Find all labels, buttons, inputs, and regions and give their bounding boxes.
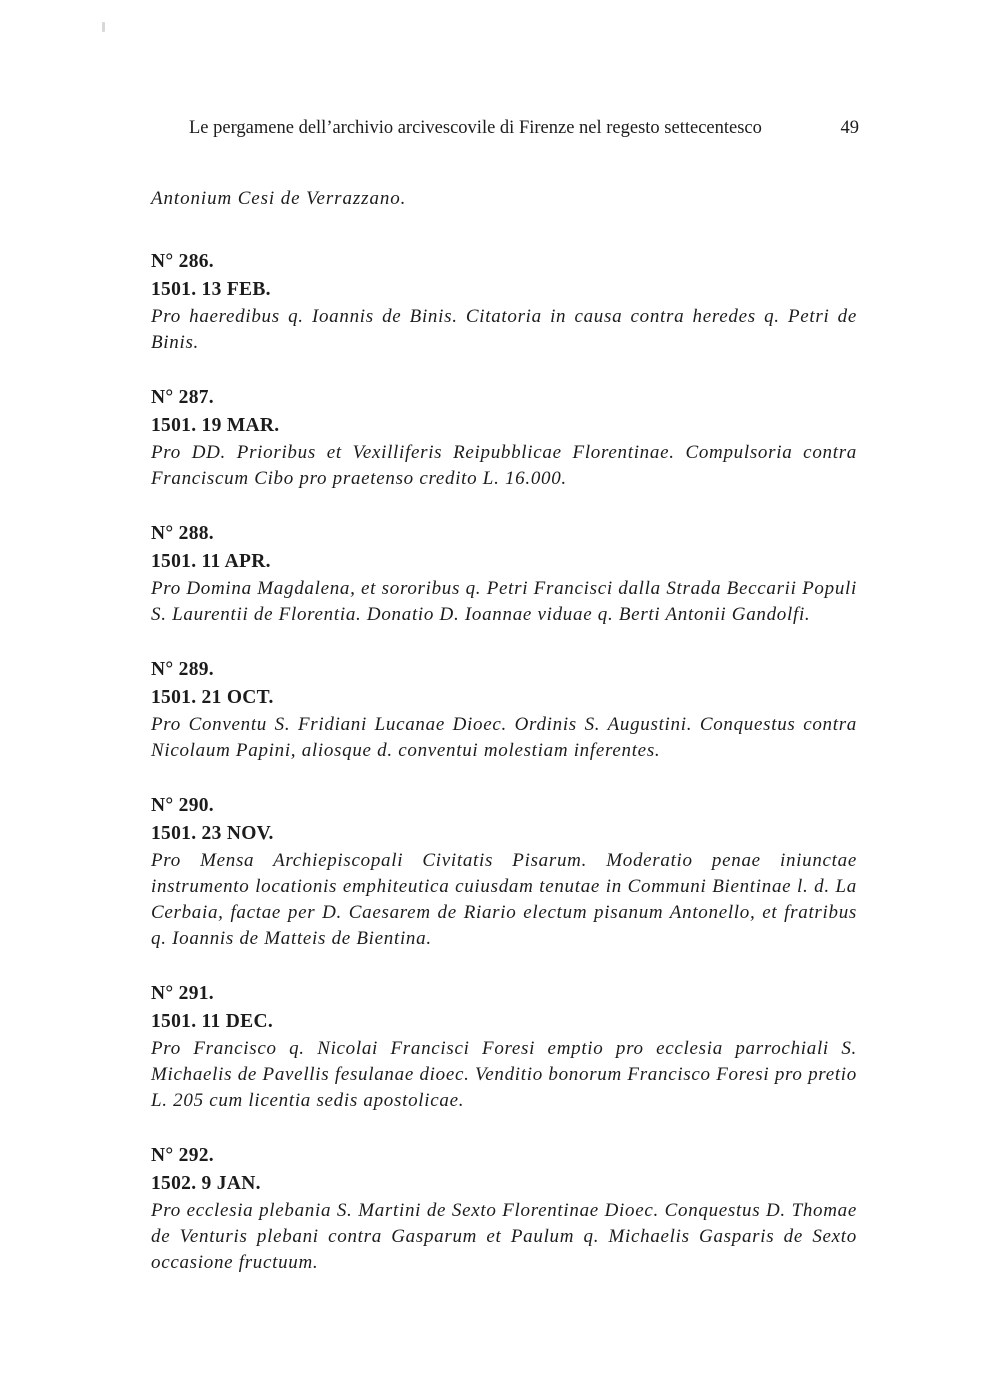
entry-text: Pro Domina Magdalena, et sororibus q. Petri Francisci dalla Strada Beccarii Populi S. Laurentii de Florentia. Donatio D. Ioannae viduae q. Berti Antonii Gandolfi. [151, 578, 857, 625]
page-number: 49 [840, 118, 859, 138]
entry-text: Pro DD. Prioribus et Vexilliferis Reipubblicae Florentinae. Compulsoria contra Franciscum Cibo pro praetenso credito L. 16.000. [151, 442, 857, 489]
entry-number: N° 292. [151, 1145, 214, 1166]
entry-291 [151, 980, 857, 1114]
entry-text: Pro ecclesia plebania S. Martini de Sexto Florentinae Dioec. Conquestus D. Thomae de Venturis plebani contra Gasparum et Paulum q. Michaelis Gasparis de Sexto occasione fructuum. [151, 1200, 857, 1273]
entry-number: N° 289. [151, 659, 214, 680]
entry-287 [151, 384, 857, 492]
entry-text: Pro Mensa Archiepiscopali Civitatis Pisarum. Moderatio penae iniunctae instrumento locationis emphiteutica cuiusdam tenutae in Communi Bientinae l. d. La Cerbaia, factae per D. Caesarem de Riario electum pisanum Antonello, et fratribus q. Ioannis de Matteis de Bientina. [151, 850, 857, 949]
running-head-title: Le pergamene dell’archivio arcivescovile di Firenze nel regesto settecentesco [189, 118, 762, 138]
entry-date: 1501. 13 FEB. [151, 279, 271, 300]
entry-292 [151, 1142, 857, 1276]
continuation-text: Antonium Cesi de Verrazzano. [151, 188, 407, 209]
entry-number: N° 288. [151, 523, 214, 544]
entry-286 [151, 248, 857, 356]
entry-date: 1501. 21 OCT. [151, 687, 274, 708]
entry-288 [151, 520, 857, 628]
entry-text: Pro Francisco q. Nicolai Francisci Foresi emptio pro ecclesia parrochiali S. Michaelis de Pavellis fesulanae dioec. Venditio bonorum Francisco Foresi pro pretio L. 205 cum licentia sedis apostolicae. [151, 1038, 857, 1111]
entry-date: 1501. 11 APR. [151, 551, 271, 572]
entry-number: N° 291. [151, 983, 214, 1004]
running-head [189, 116, 859, 140]
entry-number: N° 287. [151, 387, 214, 408]
page-body [151, 186, 857, 1304]
entry-date: 1501. 19 MAR. [151, 415, 280, 436]
entry-290 [151, 792, 857, 952]
scan-speck [102, 22, 105, 32]
entry-date: 1501. 11 DEC. [151, 1011, 273, 1032]
entry-text: Pro Conventu S. Fridiani Lucanae Dioec. Ordinis S. Augustini. Conquestus contra Nicolaum Papini, aliosque d. conventui molestiam inferentes. [151, 714, 857, 761]
entry-number: N° 286. [151, 251, 214, 272]
entry-date: 1502. 9 JAN. [151, 1173, 261, 1194]
entry-date: 1501. 23 NOV. [151, 823, 274, 844]
entry-text: Pro haeredibus q. Ioannis de Binis. Citatoria in causa contra heredes q. Petri de Binis. [151, 306, 857, 353]
entry-289 [151, 656, 857, 764]
entry-number: N° 290. [151, 795, 214, 816]
